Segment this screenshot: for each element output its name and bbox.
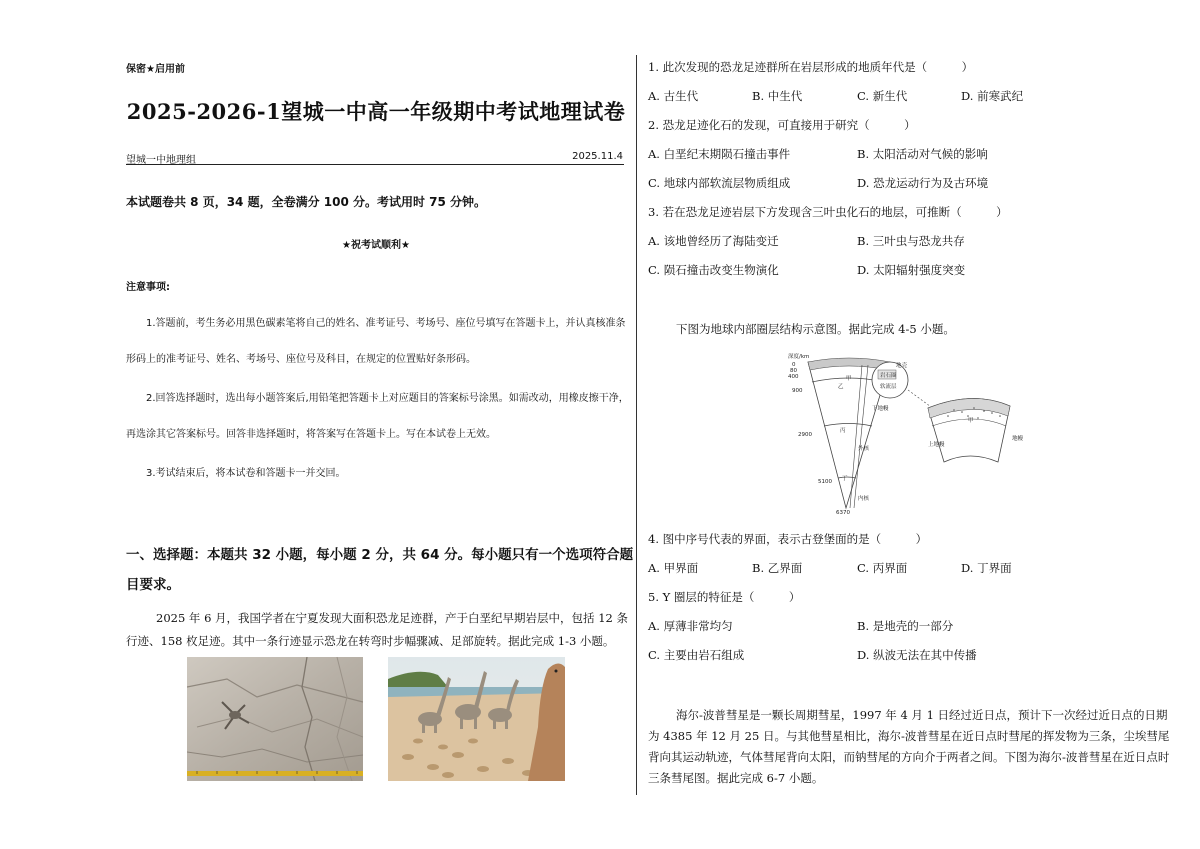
layer-ding: 丁 [842, 476, 848, 482]
header-rule [126, 164, 624, 165]
layer-bing: 丙 [840, 428, 846, 434]
layer-jia: 甲 [846, 376, 852, 382]
q1-option-d: D. 前寒武纪 [961, 89, 1024, 103]
notice-item-1: 1.答题前，考生务必用黑色碳素笔将自己的姓名、准考证号、考场号、座位号填写在答题卡上，并认真核准条形码上的准考证号、姓名、考场号、座位号及科目，在规定的位置贴好条形码。 [126, 318, 626, 365]
exam-info: 本试题卷共 8 页，34 题，全卷满分 100 分。考试用时 75 分钟。 [126, 195, 487, 209]
depth-2900: 2900 [798, 432, 812, 438]
question-5: 5. Y 圈层的特征是（ ） [648, 590, 801, 604]
q4-option-a: A. 甲界面 [648, 561, 699, 575]
q4-option-d: D. 丁界面 [961, 561, 1012, 575]
q4-option-c: C. 丙界面 [857, 561, 908, 575]
depth-5100: 5100 [818, 479, 832, 485]
q3-option-a: A. 该地曾经历了海陆变迁 [648, 234, 779, 248]
good-luck-line: ★祝考试顺利★ [342, 240, 410, 251]
notice-item-2: 2.回答选择题时，选出每小题答案后,用铅笔把答题卡上对应题目的答案标号涂黑。如需改动，用橡皮擦干净，再选涂其它答案标号。回答非选择题时，将答案写在答题卡上。写在本试卷上无效。 [126, 393, 629, 440]
label-mantle: 地幔 [1012, 436, 1024, 442]
comet-passage: 海尔-波普彗星是一颗长周期彗星，1997 年 4 月 1 日经过近日点，预计下一次经过近日点的日期为 4385 年 12 月 25 日。与其他彗星相比，海尔-波普彗星在近日点时彗尾的挥发物为三条，尘埃彗尾背向其运动轨迹，气体彗尾背向太阳，而钠彗尾的方向介于两者之间。下图为海尔-波普彗星在近日点时三条彗尾图。据此完成 6-7 小题。 [648, 708, 1170, 785]
q1-option-b: B. 中生代 [752, 89, 803, 103]
q5-option-b: B. 是地壳的一部分 [857, 619, 954, 633]
depth-400: 400 [788, 374, 799, 380]
label-outer-core: 外核 [858, 446, 870, 452]
depth-80: 80 [790, 368, 797, 374]
q2-option-b: B. 太阳活动对气候的影响 [857, 147, 988, 161]
group-label: 望城一中地理组 [126, 155, 196, 166]
q2-option-a: A. 白垩纪末期陨石撞击事件 [648, 147, 791, 161]
exam-date: 2025.11.4 [572, 151, 623, 162]
label-lithosphere: 岩石圈 [880, 373, 897, 379]
q3-option-b: B. 三叶虫与恐龙共存 [857, 234, 965, 248]
depth-6370: 6370 [836, 510, 850, 516]
q5-option-a: A. 厚薄非常均匀 [648, 619, 733, 633]
label-upper-mantle: 上地幔 [928, 442, 945, 448]
depth-0: 0 [792, 362, 796, 368]
layer-yi: 乙 [838, 384, 844, 390]
exam-title: 2025-2026-1望城一中高一年级期中考试地理试卷 [126, 99, 626, 124]
earth-structure-passage: 下图为地球内部圈层结构示意图。据此完成 4-5 小题。 [676, 322, 955, 336]
depth-900: 900 [792, 388, 803, 394]
q2-option-c: C. 地球内部软流层物质组成 [648, 176, 791, 190]
earth-interior-diagram [778, 350, 1028, 516]
question-4: 4. 图中序号代表的界面，表示古登堡面的是（ ） [648, 532, 928, 546]
column-divider [636, 55, 637, 795]
label-inner-core: 内核 [858, 496, 870, 502]
zoom-layer-jia: 甲 [968, 418, 974, 424]
q1-option-c: C. 新生代 [857, 89, 908, 103]
depth-axis-label: 深度/km [788, 354, 810, 360]
label-lower-mantle: 下地幔 [872, 406, 889, 412]
secret-label: 保密★启用前 [126, 64, 185, 75]
notice-item-3: 3.考试结束后，将本试卷和答题卡一并交回。 [146, 468, 346, 479]
q3-option-d: D. 太阳辐射强度突变 [857, 263, 966, 277]
label-asthenosphere: 软流层 [880, 384, 897, 390]
q5-option-c: C. 主要由岩石组成 [648, 648, 745, 662]
question-2: 2. 恐龙足迹化石的发现，可直接用于研究（ ） [648, 118, 916, 132]
section-heading: 一、选择题：本题共 32 小题，每小题 2 分，共 64 分。每小题只有一个选项符合题目要求。 [126, 547, 634, 593]
dinosaur-passage: 2025 年 6 月，我国学者在宁夏发现大面积恐龙足迹群，产于白垩纪早期岩层中，包括 12 条行迹、158 枚足迹。其中一条行迹显示恐龙在转弯时步幅骤减、足部旋转。据此完成 1-3 小题。 [126, 611, 628, 648]
dinosaur-reconstruction-photo [388, 657, 565, 781]
q3-option-c: C. 陨石撞击改变生物演化 [648, 263, 779, 277]
question-1: 1. 此次发现的恐龙足迹群所在岩层形成的地质年代是（ ） [648, 60, 974, 74]
q1-option-a: A. 古生代 [648, 89, 699, 103]
q2-option-d: D. 恐龙运动行为及古环境 [857, 176, 989, 190]
notice-title: 注意事项: [126, 282, 170, 293]
q4-option-b: B. 乙界面 [752, 561, 803, 575]
question-3: 3. 若在恐龙足迹岩层下方发现含三叶虫化石的地层，可推断（ ） [648, 205, 1008, 219]
footprint-rock-photo [187, 657, 363, 781]
label-crust: 地壳 [896, 363, 908, 369]
q5-option-d: D. 纵波无法在其中传播 [857, 648, 977, 662]
